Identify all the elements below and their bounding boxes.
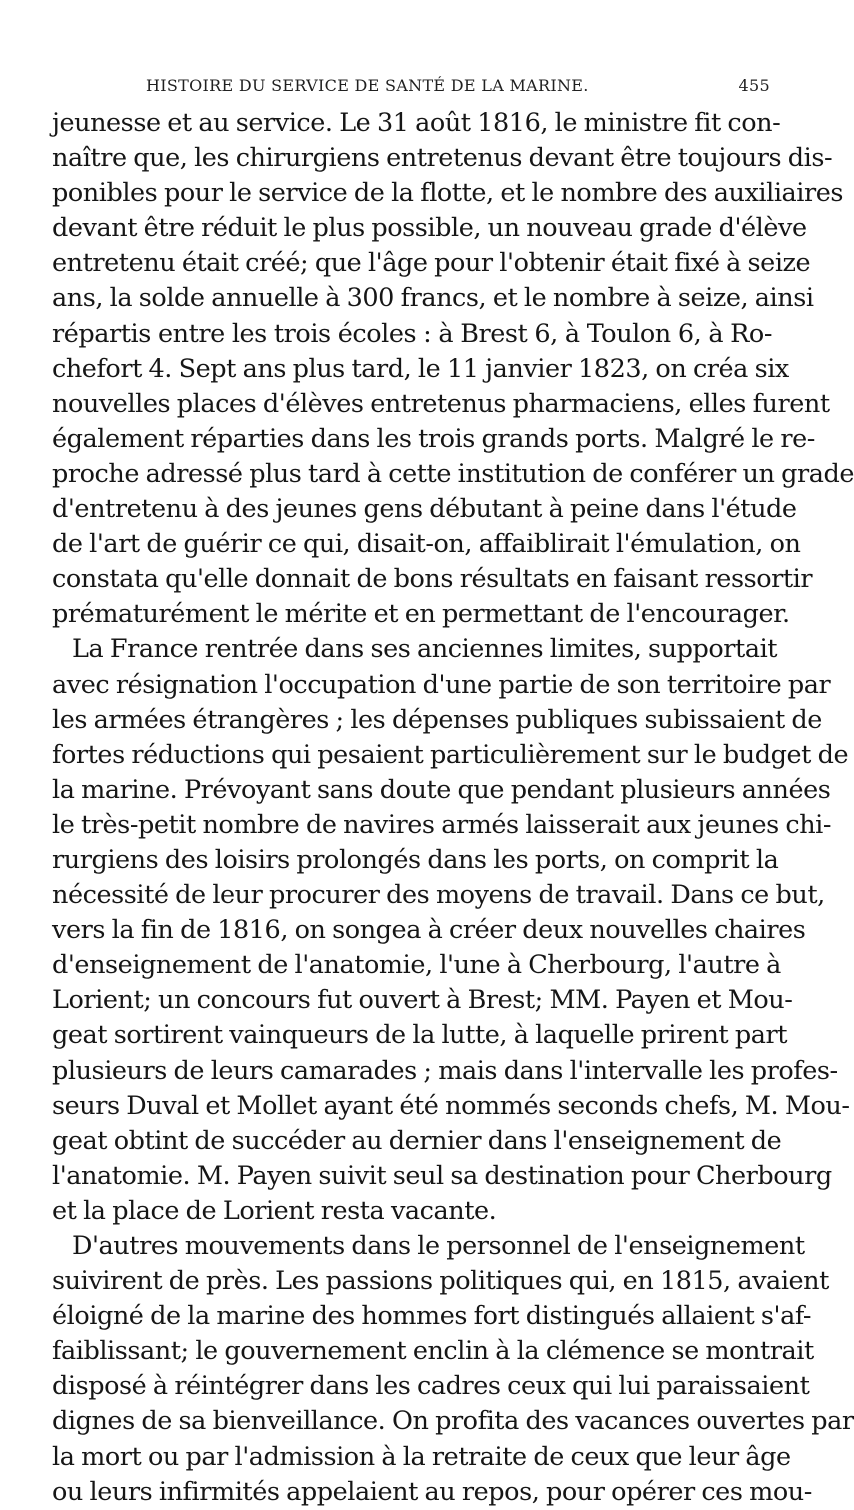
text-line: chefort 4. Sept ans plus tard, le 11 janvier 1823, on créa six bbox=[52, 353, 789, 384]
text-line: et la place de Lorient resta vacante. bbox=[52, 1195, 497, 1226]
body-text bbox=[52, 106, 854, 1510]
text-line: D'autres mouvements dans le personnel de l'enseignement bbox=[72, 1231, 805, 1261]
text-line: geat sortirent vainqueurs de la lutte, à laquelle prirent part bbox=[52, 1020, 788, 1051]
text-line: proche adressé plus tard à cette institution de conférer un grade bbox=[52, 458, 854, 489]
text-line: suivirent de près. Les passions politiques qui, en 1815, avaient bbox=[52, 1266, 829, 1297]
text-line: d'enseignement de l'anatomie, l'une à Cherbourg, l'autre à bbox=[52, 950, 781, 981]
text-line: seurs Duval et Mollet ayant été nommés seconds chefs, M. Mou- bbox=[52, 1090, 850, 1121]
text-line: nouvelles places d'élèves entretenus pharmaciens, elles furent bbox=[52, 388, 830, 419]
text-line: fortes réductions qui pesaient particulièrement sur le budget de bbox=[52, 739, 849, 770]
text-line: ponibles pour le service de la flotte, et le nombre des auxiliaires bbox=[52, 178, 844, 209]
text-line: les armées étrangères ; les dépenses publiques subissaient de bbox=[52, 704, 822, 735]
text-line: disposé à réintégrer dans les cadres ceux qui lui paraissaient bbox=[52, 1371, 810, 1402]
text-line: jeunesse et au service. Le 31 août 1816, le ministre fit con- bbox=[52, 108, 781, 138]
text-line: prématurément le mérite et en permettant de l'encourager. bbox=[52, 599, 790, 630]
text-line: de l'art de guérir ce qui, disait-on, affaiblirait l'émulation, on bbox=[52, 529, 801, 560]
text-line: d'entretenu à des jeunes gens débutant à peine dans l'étude bbox=[52, 494, 797, 525]
text-line: plusieurs de leurs camarades ; mais dans l'intervalle les profes- bbox=[52, 1055, 838, 1086]
paragraph bbox=[52, 1229, 854, 1510]
text-line: rurgiens des loisirs prolongés dans les ports, on comprit la bbox=[52, 844, 779, 875]
paragraph bbox=[52, 106, 854, 632]
text-line: avec résignation l'occupation d'une partie de son territoire par bbox=[52, 669, 831, 700]
text-line: Lorient; un concours fut ouvert à Brest; MM. Payen et Mou- bbox=[52, 985, 793, 1016]
running-head-title: HISTOIRE DU SERVICE DE SANTÉ DE LA MARINE. bbox=[146, 76, 589, 95]
text-line: répartis entre les trois écoles : à Brest 6, à Toulon 6, à Ro- bbox=[52, 318, 772, 349]
text-line: faiblissant; le gouvernement enclin à la clémence se montrait bbox=[52, 1336, 814, 1367]
text-line: la marine. Prévoyant sans doute que pendant plusieurs années bbox=[52, 774, 831, 805]
text-line: naître que, les chirurgiens entretenus devant être toujours dis- bbox=[52, 143, 833, 174]
text-line: devant être réduit le plus possible, un nouveau grade d'élève bbox=[52, 213, 807, 244]
page-number: 455 bbox=[738, 76, 770, 95]
paragraph bbox=[52, 632, 850, 1229]
text-line: dignes de sa bienveillance. On profita des vacances ouvertes par bbox=[52, 1406, 854, 1437]
text-line: également réparties dans les trois grands ports. Malgré le re- bbox=[52, 423, 815, 454]
text-line: La France rentrée dans ses anciennes limites, supportait bbox=[72, 634, 778, 665]
text-line: l'anatomie. M. Payen suivit seul sa destination pour Cherbourg bbox=[52, 1160, 832, 1191]
text-line: geat obtint de succéder au dernier dans l'enseignement de bbox=[52, 1125, 782, 1156]
text-line: éloigné de la marine des hommes fort distingués allaient s'af- bbox=[52, 1301, 812, 1332]
running-head bbox=[140, 72, 770, 102]
text-line: nécessité de leur procurer des moyens de travail. Dans ce but, bbox=[52, 880, 825, 911]
text-line: constata qu'elle donnait de bons résultats en faisant ressortir bbox=[52, 564, 813, 595]
text-line: le très-petit nombre de navires armés laisserait aux jeunes chi- bbox=[52, 809, 832, 840]
text-line: entretenu était créé; que l'âge pour l'obtenir était fixé à seize bbox=[52, 248, 811, 279]
text-line: ou leurs infirmités appelaient au repos, pour opérer ces mou- bbox=[52, 1476, 812, 1507]
text-line: ans, la solde annuelle à 300 francs, et le nombre à seize, ainsi bbox=[52, 283, 814, 314]
text-line: vers la fin de 1816, on songea à créer deux nouvelles chaires bbox=[52, 915, 806, 946]
text-line: la mort ou par l'admission à la retraite de ceux que leur âge bbox=[52, 1441, 791, 1472]
